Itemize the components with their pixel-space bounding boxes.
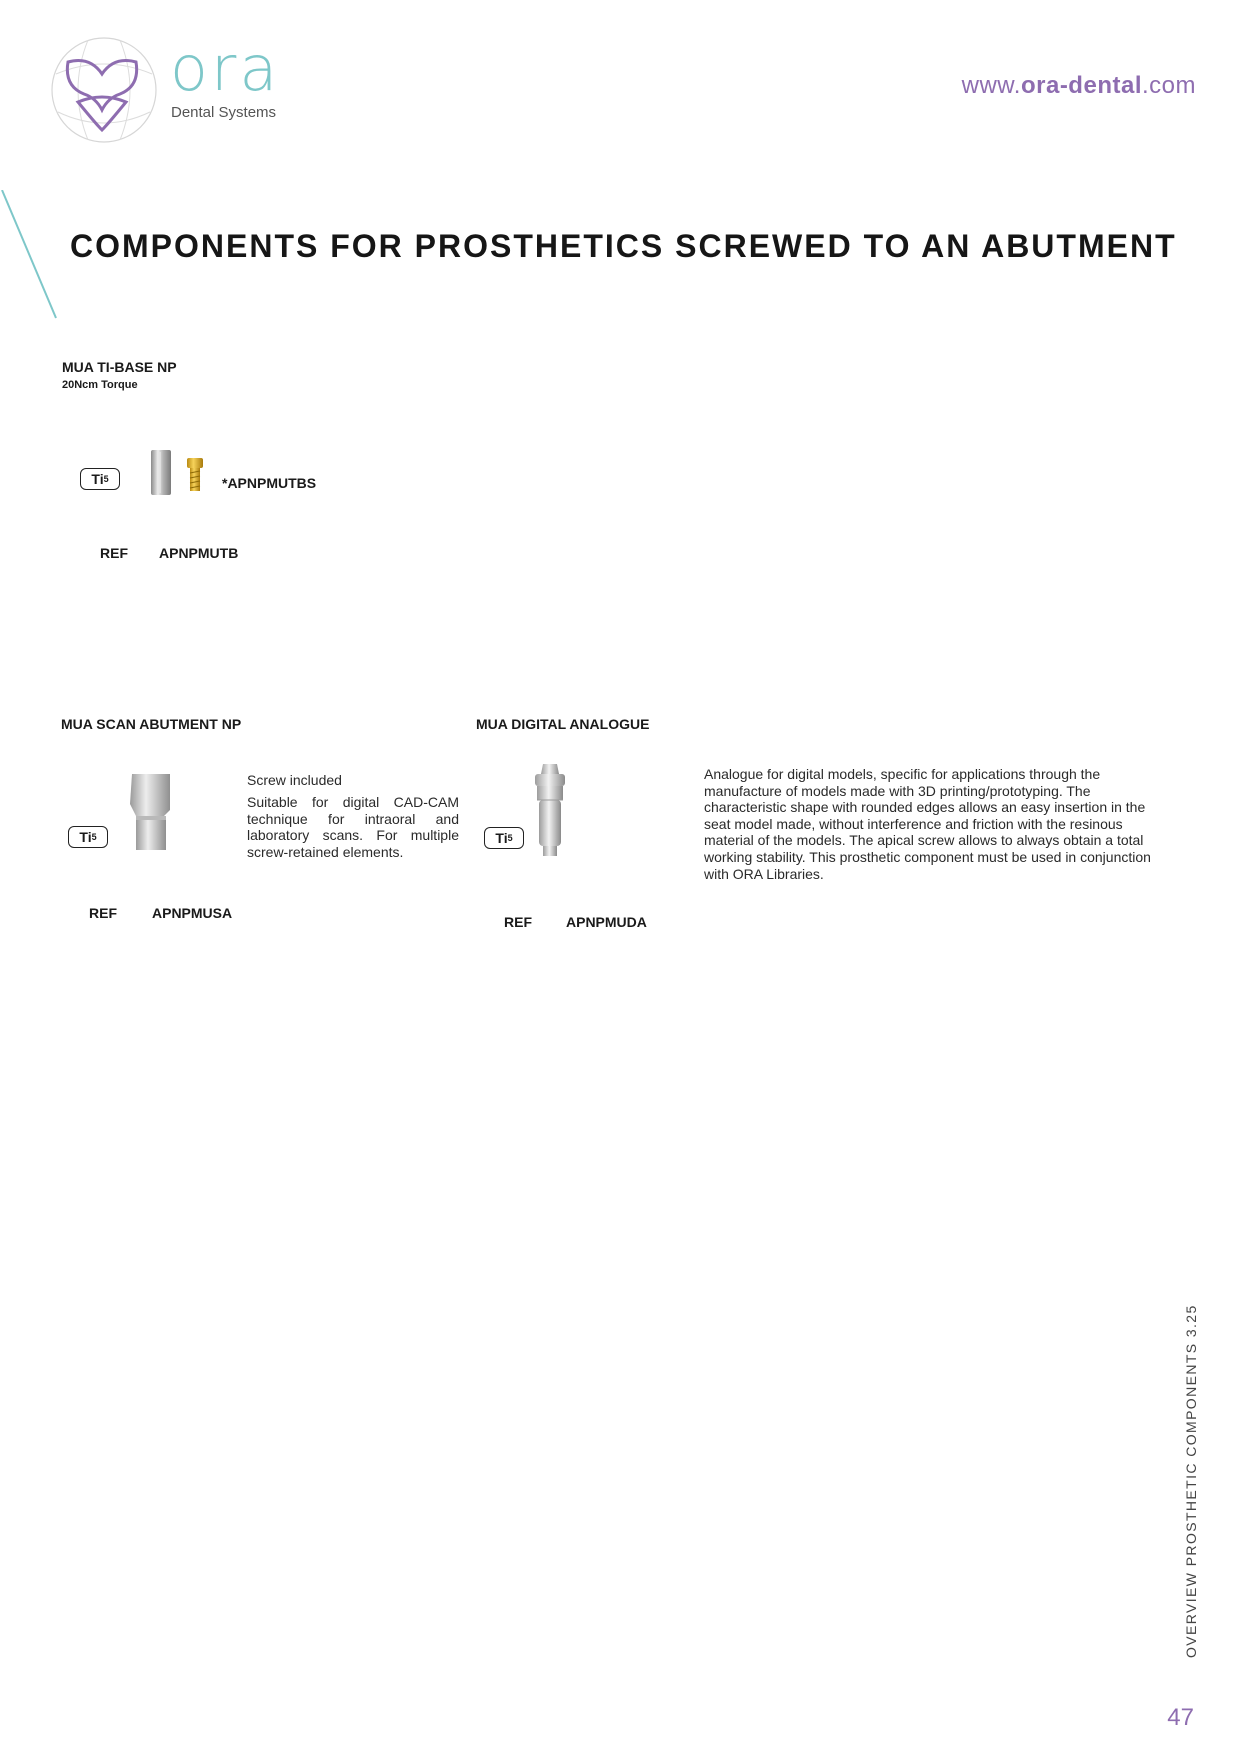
brand-subtitle: Dental Systems xyxy=(171,104,277,121)
decorative-diagonal-line xyxy=(0,190,70,320)
website-domain: ora-dental xyxy=(1020,72,1142,99)
material-badge xyxy=(80,468,120,490)
ref-label: REF xyxy=(89,905,117,921)
screw-code: *APNPMUTBS xyxy=(222,475,317,491)
ref-label: REF xyxy=(504,914,532,930)
digital-analogue-image xyxy=(531,764,569,856)
ref-code: APNPMUSA xyxy=(152,905,233,921)
product-description: Suitable for digital CAD-CAM technique for intraoral and laboratory scans. For multiple screw-retained elements. xyxy=(247,794,459,860)
screw-image xyxy=(187,458,203,491)
material-symbol: Ti xyxy=(91,471,104,487)
product-description: Analogue for digital models, specific for applications through the manufacture of models made with 3D printing/prototyping. The characteristic shape with rounded edges allows an easy insertion in the seat model made, without interference and friction with the resinous material of the models. The apical screw allows to always obtain a total working stability. This prosthetic component must be used in conjunction with ORA Libraries. xyxy=(704,766,1151,882)
product-name: MUA DIGITAL ANALOGUE xyxy=(476,716,650,732)
material-badge xyxy=(484,827,524,849)
material-badge xyxy=(68,826,108,848)
product-name: MUA SCAN ABUTMENT NP xyxy=(61,716,242,732)
product-torque: 20Ncm Torque xyxy=(62,379,138,391)
material-symbol: Ti xyxy=(79,829,92,845)
ref-code: APNPMUDA xyxy=(566,914,647,930)
ora-logo-emblem xyxy=(48,34,160,146)
section-side-label: OVERVIEW PROSTHETIC COMPONENTS 3.25 xyxy=(1183,1304,1199,1658)
website-suffix: .com xyxy=(1141,72,1196,99)
page-number: 47 xyxy=(1167,1704,1194,1731)
page-title: COMPONENTS FOR PROSTHETICS SCREWED TO AN ABUTMENT xyxy=(70,228,1177,264)
ref-label: REF xyxy=(100,545,128,561)
ref-code: APNPMUTB xyxy=(159,545,239,561)
ti-base-image xyxy=(146,450,176,495)
material-subscript: 5 xyxy=(507,833,513,843)
website-link[interactable] xyxy=(962,72,1196,100)
material-symbol: Ti xyxy=(495,830,508,846)
material-subscript: 5 xyxy=(91,832,97,842)
product-name: MUA TI-BASE NP xyxy=(62,359,177,375)
scan-abutment-image xyxy=(126,774,174,850)
brand-name: ora xyxy=(170,32,281,105)
material-subscript: 5 xyxy=(103,474,109,484)
product-note: Screw included xyxy=(247,772,342,788)
website-prefix: www. xyxy=(961,72,1021,99)
